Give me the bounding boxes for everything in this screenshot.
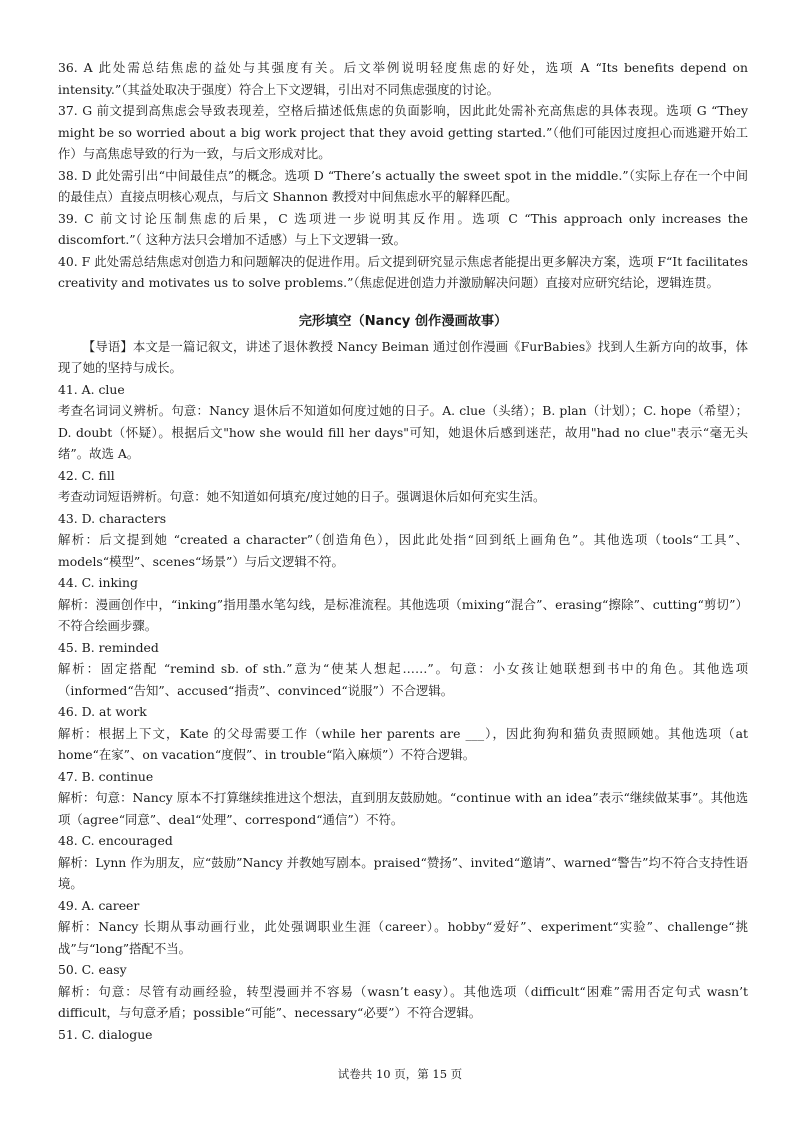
item-50-explanation: 解析：句意：尽管有动画经验，转型漫画并不容易（wasn’t easy）。其他选项（difficult“困难”需用否定句式 wasn’t difficult，与句意矛盾；possible“可能”、necessary“必要”）不符合逻辑。 — [58, 983, 748, 1020]
answer-36: 36. A 此处需总结焦虑的益处与其强度有关。后文举例说明轻度焦虑的好处，选项 A “Its benefits depend on intensity.”（其益处取决于强度）符合上下文逻辑，引出对不同焦虑强度的讨论。 — [58, 60, 748, 97]
item-44-answer: 44. C. inking — [58, 575, 138, 590]
item-47-answer: 47. B. continue — [58, 768, 154, 784]
item-48-answer: 48. C. encouraged — [58, 833, 173, 848]
item-49-explanation: 解析：Nancy 长期从事动画行业，此处强调职业生涯（career）。hobby“爱好”、experiment“实验”、challenge“挑战”与“long”搭配不当。 — [58, 919, 748, 956]
section-intro: 【导语】本文是一篇记叙文，讲述了退休教授 Nancy Beiman 通过创作漫画《FurBabies》找到人生新方向的故事，体现了她的坚持与成长。 — [58, 338, 748, 375]
item-42-explanation: 考查动词短语辨析。句意：她不知道如何填充/度过她的日子。强调退休后如何充实生活。 — [58, 489, 546, 504]
answer-40: 40. F 此处需总结焦虑对创造力和问题解决的促进作用。后文提到研究显示焦虑者能提出更多解决方案，选项 F“It facilitates creativity and motivates us to solve problems.”（焦虑促进创造力并激励解决问题）直接对应研究结论，逻辑连贯。 — [58, 253, 748, 290]
page-footer: 试卷共 10 页，第 15 页 — [337, 1067, 463, 1081]
item-47-explanation: 解析：句意：Nancy 原本不打算继续推进这个想法，直到朋友鼓励她。“continue with an idea”表示“继续做某事”。其他选项（agree“同意”、deal“处理”、correspond“通信”）不符。 — [58, 790, 748, 827]
item-49-answer: 49. A. career — [58, 897, 140, 913]
item-51-answer: 51. C. dialogue — [58, 1026, 153, 1042]
item-43-answer: 43. D. characters — [58, 510, 167, 526]
cloze-answers — [58, 379, 748, 1046]
answer-39: 39. C 前文讨论压制焦虑的后果，C 选项进一步说明其反作用。选项 C “This approach only increases the discomfort.”（ 这种方法只会增加不适感）与上下文逻辑一致。 — [58, 210, 748, 247]
item-43-explanation: 解析：后文提到她 “created a character”（创造角色），因此此处指“回到纸上画角色”。其他选项（tools“工具”、models“模型”、scenes“场景”）与后文逻辑不符。 — [58, 532, 748, 569]
answer-37: 37. G 前文提到高焦虑会导致表现差，空格后描述低焦虑的负面影响，因此此处需补充高焦虑的具体表现。选项 G “They might be so worried about a big work project that they avoid getting started.”（他们可能因过度担心而逃避开始工作）与高焦虑导致的行为一致，与后文形成对比。 — [58, 103, 748, 161]
item-41-answer: 41. A. clue — [58, 381, 125, 397]
item-45-answer: 45. B. reminded — [58, 639, 159, 655]
item-48-explanation: 解析：Lynn 作为朋友，应“鼓励”Nancy 并教她写剧本。praised“赞扬”、invited“邀请”、warned“警告”均不符合支持性语境。 — [58, 854, 748, 891]
item-45-explanation: 解析：固定搭配 “remind sb. of sth.”意为“使某人想起……”。句意：小女孩让她联想到书中的角色。其他选项（informed“告知”、accused“指责”、convinced“说服”）不合逻辑。 — [58, 661, 748, 698]
section-title: 完形填空（Nancy 创作漫画故事） — [298, 313, 508, 329]
item-46-explanation: 解析：根据上下文，Kate 的父母需要工作（while her parents are ___），因此狗狗和猫负责照顾她。其他选项（at home“在家”、on vacation“度假”、in trouble“陷入麻烦”）不符合逻辑。 — [58, 725, 748, 762]
answers-part1 — [58, 57, 748, 294]
item-41-explanation: 考查名词词义辨析。句意：Nancy 退休后不知道如何度过她的日子。A. clue（头绪）；B. plan（计划）；C. hope（希望）；D. doubt（怀疑）。根据后文"how she would fill her days"可知，她退休后感到迷茫，故用"had no clue"表示“毫无头绪”。故选 A。 — [58, 403, 748, 461]
item-46-answer: 46. D. at work — [58, 704, 147, 719]
item-42-answer: 42. C. fill — [58, 467, 115, 483]
answer-38: 38. D 此处需引出“中间最佳点”的概念。选项 D “There’s actually the sweet spot in the middle.”（实际上存在一个中间的最佳点）直接点明核心观点，与后文 Shannon 教授对中间焦虑水平的解释匹配。 — [58, 167, 748, 204]
item-50-answer: 50. C. easy — [58, 962, 127, 977]
document-body — [58, 57, 748, 1045]
item-44-explanation: 解析：漫画创作中，“inking”指用墨水笔勾线，是标准流程。其他选项（mixing“混合”、erasing“擦除”、cutting“剪切”）不符合绘画步骤。 — [58, 596, 748, 633]
